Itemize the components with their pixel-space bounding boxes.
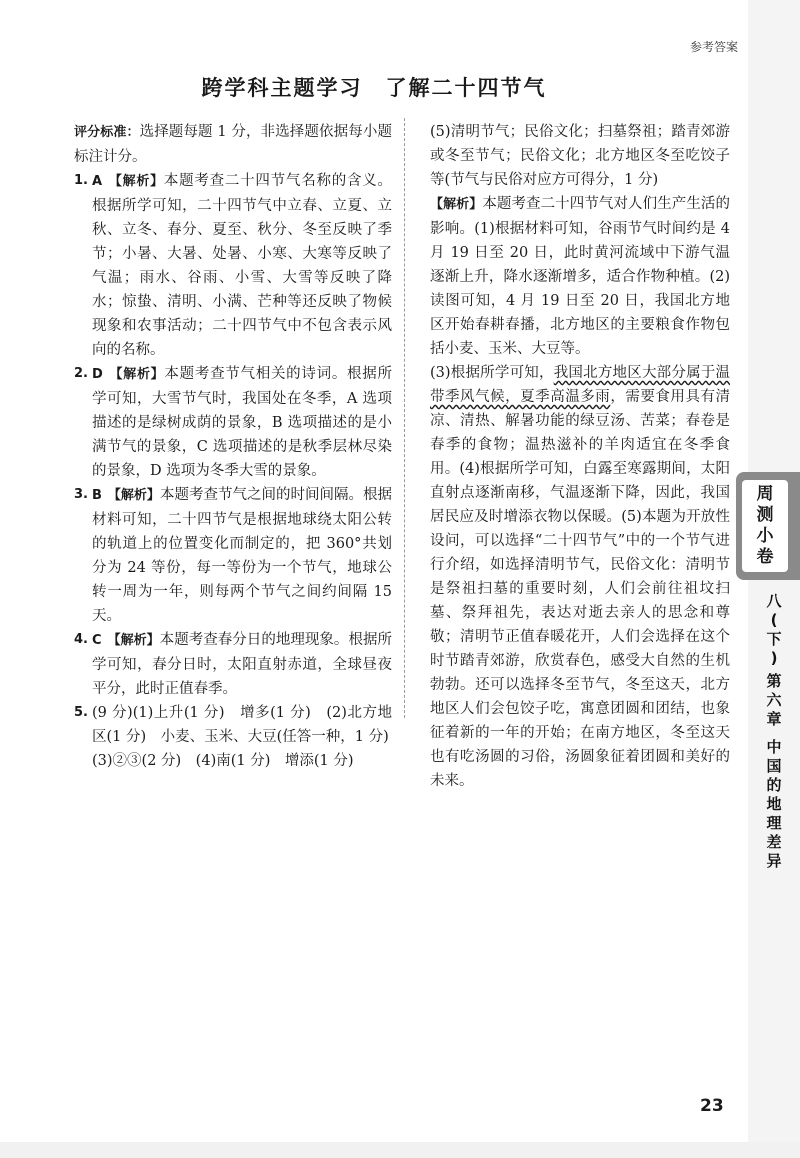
side-char: 差 [766,833,782,851]
q5-line-1: (9 分)(1)上升(1 分) 增多(1 分) (2)北方地区(1 分) 小麦、玉米、大豆(任答一种，1 分) [92,705,392,745]
scoring-label: 评分标准： [74,125,140,140]
q5-part5-answer: (5)清明节气；民俗文化；扫墓祭祖；踏青郊游或冬至节气；民俗文化；北方地区冬至吃饺子等(节气与民俗对应方可得分，1 分) [430,124,730,188]
tab-char: 周 [756,484,774,504]
side-char: 第 [766,672,782,690]
item-number: 2. [74,366,88,381]
answer-item-5 [74,701,392,773]
side-char: 异 [766,852,782,870]
scoring-text: 选择题每题 1 分，非选择题依据每小题标注计分。 [74,124,392,165]
side-char: 章 [766,710,782,728]
side-char: 下 [766,630,782,648]
analysis-tag: 【解析】 [108,367,165,382]
answer-item-3 [74,483,392,628]
side-char: 八 [766,592,782,610]
header-label: 参考答案 [689,40,738,54]
analysis-tag: 【解析】 [107,633,160,648]
q5-analysis-continued [430,361,730,793]
item-number: 5. [74,705,88,720]
part3-start: (3)根据所学可知， [430,365,554,381]
item-number: 1. [74,173,88,188]
scoring-standard [74,120,392,169]
bottom-shade [0,1142,800,1158]
side-char: ) [770,649,778,667]
column-divider [404,118,405,718]
item-number: 3. [74,487,88,502]
side-char: 理 [766,814,782,832]
item-text: 本题考查节气相关的诗词。根据所学可知，大雪节气时，我国处在冬季，A 选项描述的是绿树成荫的景象，B 选项描述的是小满节气的景象，C 选项描述的是秋季层林尽染的景象，D 选项为冬季大雪的景象。 [92,366,392,479]
side-char: 的 [766,776,782,794]
answer-item-4 [74,628,392,701]
analysis-tag: 【解析】 [107,488,160,503]
side-char: 中 [766,738,782,756]
tab-char: 小 [756,526,774,546]
item-answer: B [92,488,102,503]
analysis-text: 本题考查二十四节气对人们生产生活的影响。(1)根据材料可知，谷雨节气时间约是 4 月 19 日至 20 日，此时黄河流域中下游气温逐渐上升，降水逐渐增多，适合作物种植。(2)读图可知，4 月 19 日至 20 日，我国北方地区开始春耕春播，北方地区的主要粮食作物包括小麦、玉米、大豆等。 [430,196,730,357]
right-column [430,120,730,793]
side-char: 国 [766,757,782,775]
part3-rest: ，需要食用具有清凉、清热、解暑功能的绿豆汤、苦菜；春卷是春季的食物；温热滋补的羊肉适宜在冬季食用。(4)根据所学可知，白露至寒露期间，太阳直射点逐渐南移，气温逐渐下降，因此，我国居民应及时增添衣物以保暖。(5)本题为开放性设问，可以选择“二十四节气”中的一个节气进行介绍，如选择清明节气，民俗文化：清明节是祭祖扫墓的重要时刻，人们会前往祖坟扫墓、祭拜祖先，表达对逝去亲人的思念和尊敬；清明节正值春暖花开，人们会选择在这个时节踏青郊游，欣赏春色，感受大自然的生机勃勃。还可以选择冬至节气，冬至这天，北方地区人们会包饺子吃，寓意团圆和团结，也象征着新的一年的开始；在南方地区，冬至这天也有吃汤圆的习俗，汤圆象征着团圆和美好的未来。 [430,389,731,789]
item-text: 本题考查节气之间的时间间隔。根据材料可知，二十四节气是根据地球绕太阳公转的轨道上的位置变化而制定的，把 360°共划分为 24 等份，每一等份为一个节气，地球公转一周为一年，则每两个节气之间约间隔 15 天。 [92,487,392,624]
tab-char: 卷 [756,547,774,567]
answer-item-2 [74,362,392,483]
left-column [74,120,392,773]
side-char: 地 [766,795,782,813]
answer-item-1 [74,169,392,362]
tab-char: 测 [756,505,774,525]
q5-line-2: (3)②③(2 分) (4)南(1 分) 增添(1 分) [92,753,354,769]
wavy-underlined-text: 我国北方地区大部分属于温带季风气候，夏季高温多雨 [430,365,730,405]
item-answer: A [92,174,103,189]
item-number: 4. [74,632,88,647]
side-chapter [748,672,800,729]
side-topic [748,738,800,871]
analysis-tag: 【解析】 [430,197,483,212]
item-answer: D [92,367,103,382]
analysis-tag: 【解析】 [108,174,164,189]
side-tab-label [742,480,788,572]
item-text: 本题考查春分日的地理现象。根据所学可知，春分日时，太阳直射赤道，全球昼夜平分，此时正值春季。 [92,632,392,697]
page-title: 跨学科主题学习 了解二十四节气 [201,76,547,100]
side-char: ( [770,611,778,629]
item-text: 本题考查二十四节气名称的含义。根据所学可知，二十四节气中立春、立夏、立秋、立冬、春分、夏至、秋分、冬至反映了季节；小暑、大暑、处暑、小寒、大寒等反映了气温；雨水、谷雨、小雪、大雪等反映了降水；惊蛰、清明、小满、芒种等还反映了物候现象和农事活动；二十四节气中不包含表示风向的名称。 [92,173,392,358]
q5-analysis [430,192,730,361]
side-char: 六 [766,691,782,709]
side-tab [736,472,800,580]
page-number: 23 [700,1096,724,1116]
item-answer: C [92,633,102,648]
side-grade [748,592,800,668]
